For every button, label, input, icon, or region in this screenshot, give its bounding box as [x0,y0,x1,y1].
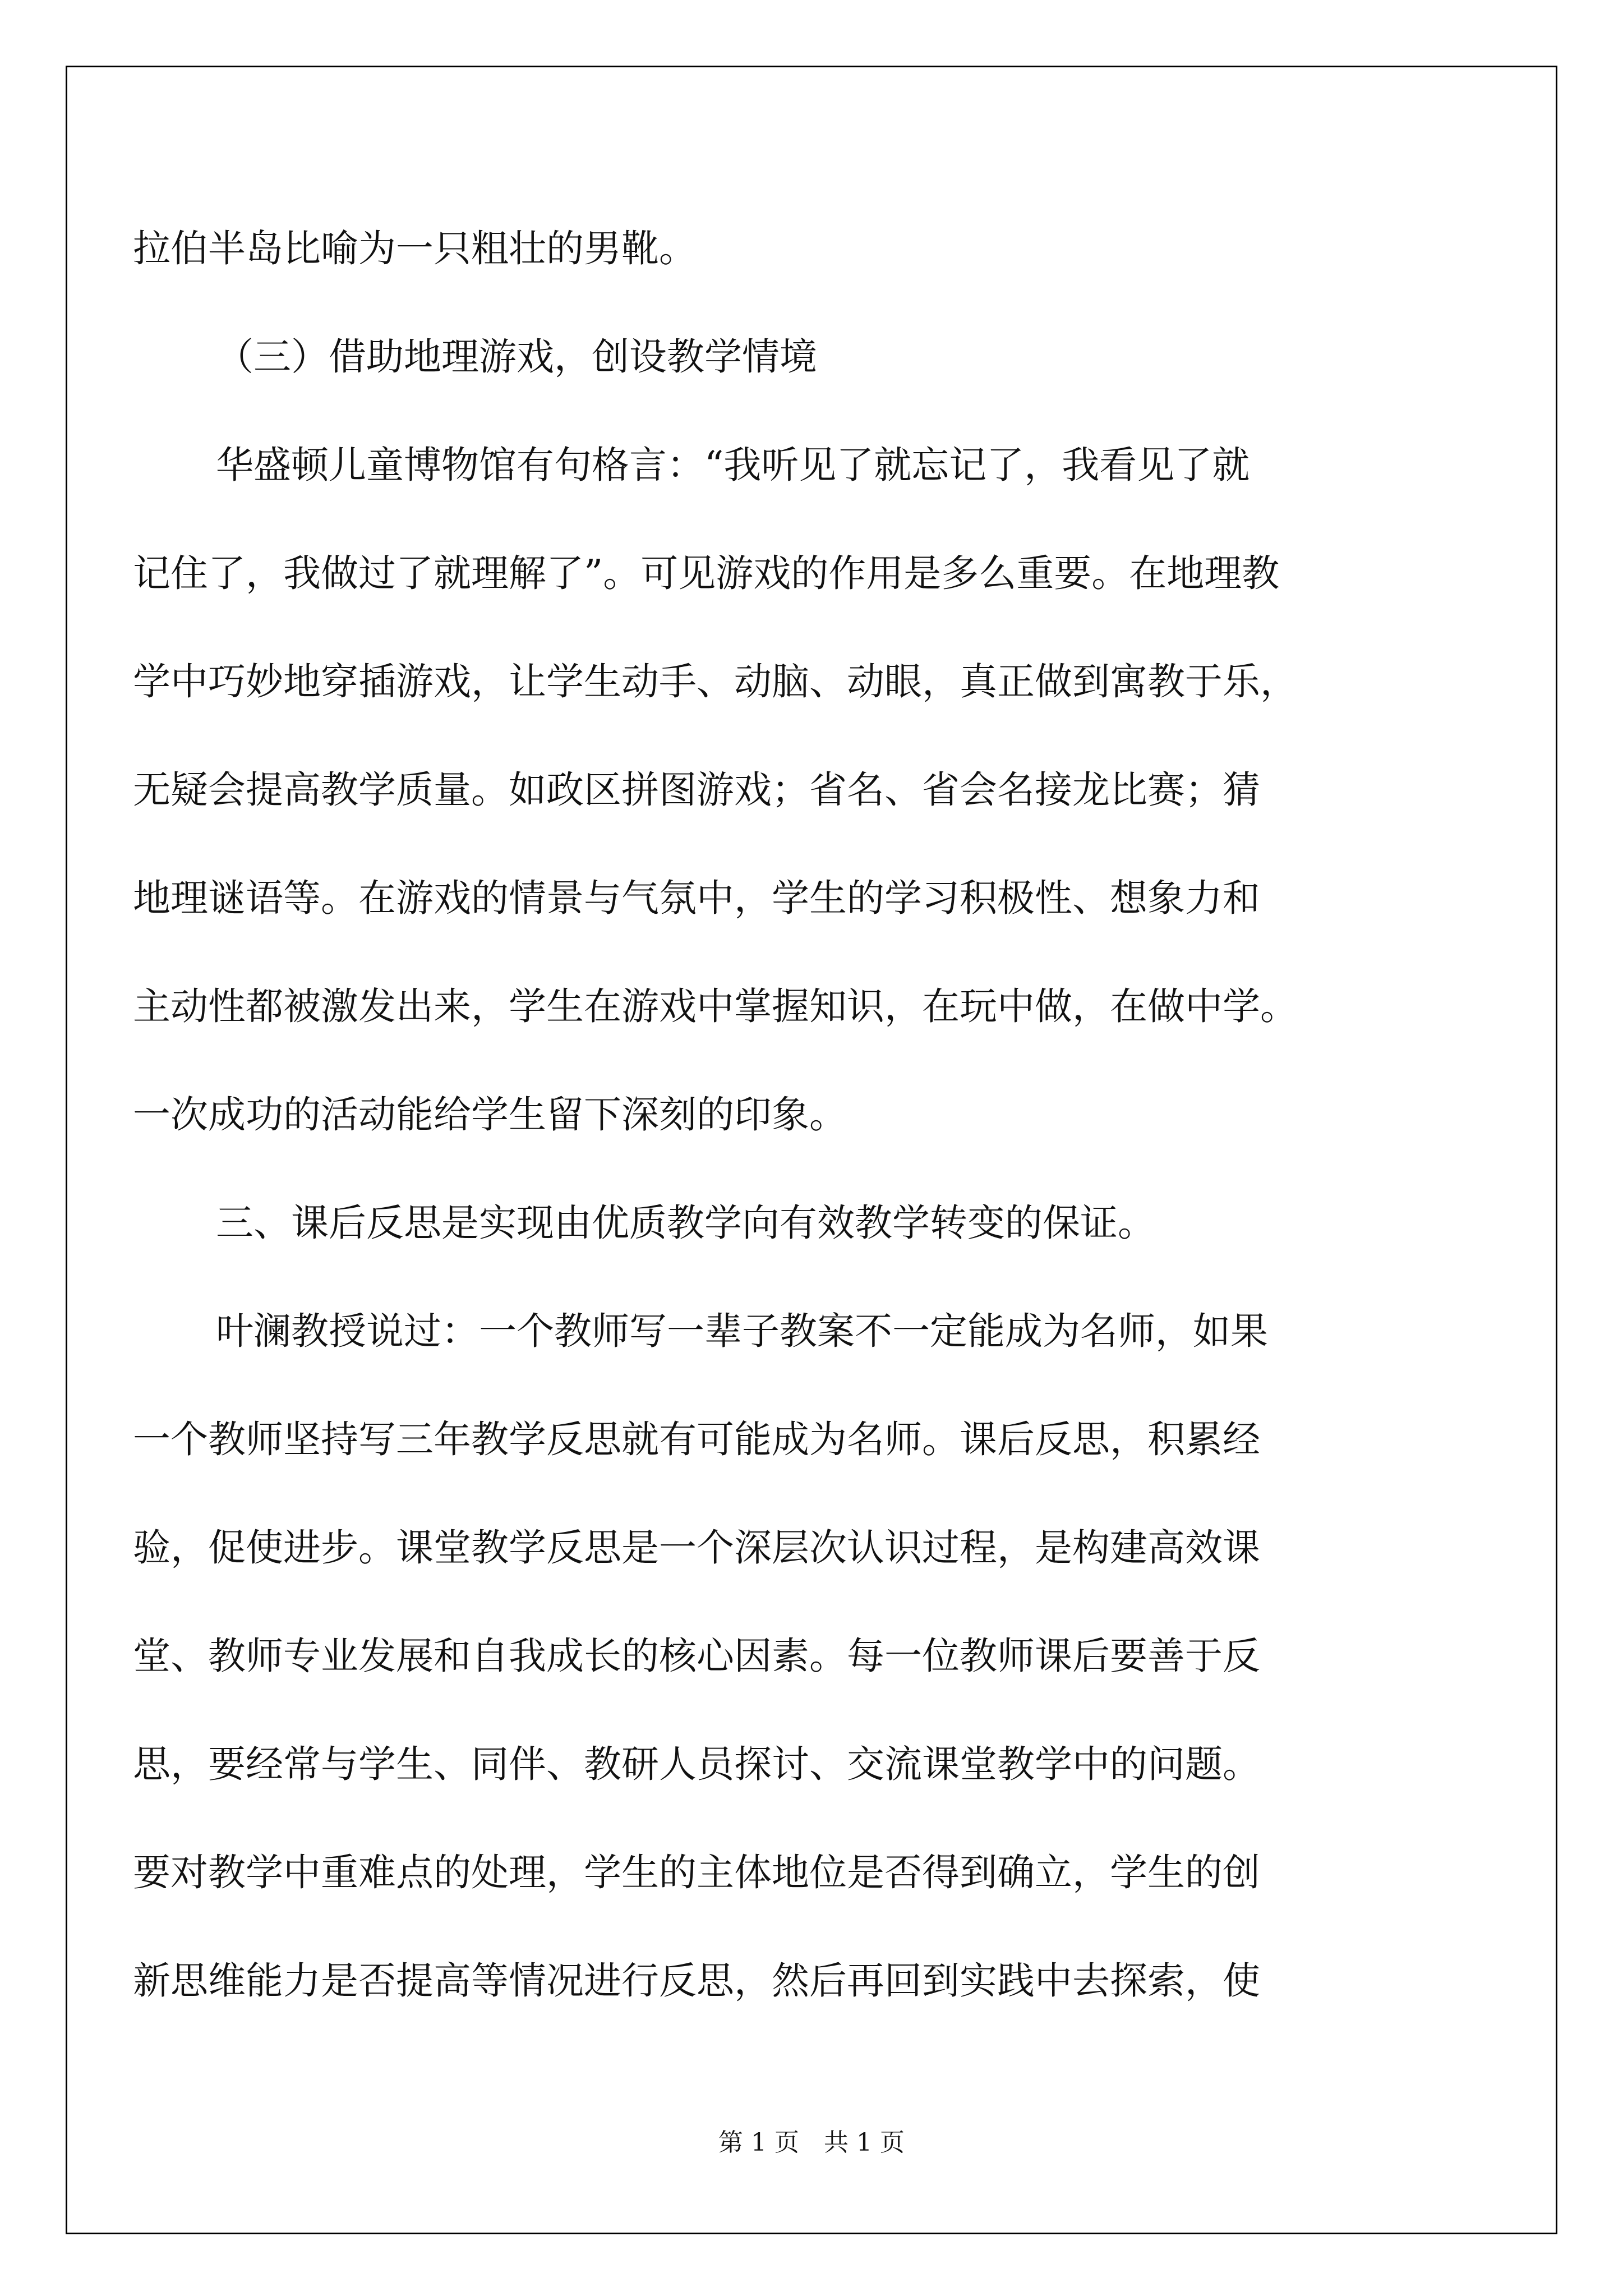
text-line: 记住了，我做过了就理解了”。可见游戏的作用是多么重要。在地理教 [133,551,1280,595]
page-border [66,66,1557,2234]
section-heading: 三、课后反思是实现由优质教学向有效教学转变的保证。 [216,1201,1155,1245]
text-line: 主动性都被激发出来，学生在游戏中掌握知识，在玩中做，在做中学。 [133,984,1298,1028]
text-line: 新思维能力是否提高等情况进行反思，然后再回到实践中去探索，使 [133,1959,1260,2003]
text-line: 拉伯半岛比喻为一只粗壮的男靴。 [133,227,697,270]
text-line: 验，促使进步。课堂教学反思是一个深层次认识过程，是构建高效课 [133,1526,1260,1570]
text-line: 堂、教师专业发展和自我成长的核心因素。每一位教师课后要善于反 [133,1634,1260,1678]
text-line: 学中巧妙地穿插游戏，让学生动手、动脑、动眼，真正做到寓教于乐， [133,660,1298,703]
text-line: 无疑会提高教学质量。如政区拼图游戏；省名、省会名接龙比赛；猜 [133,768,1260,812]
section-heading: （三）借助地理游戏，创设教学情境 [216,335,817,379]
page-number: 第 1 页 共 1 页 [718,2128,905,2157]
text-line: 要对教学中重难点的处理，学生的主体地位是否得到确立，学生的创 [133,1851,1260,1894]
text-line: 思，要经常与学生、同伴、教研人员探讨、交流课堂教学中的问题。 [133,1742,1260,1786]
text-line: 一次成功的活动能给学生留下深刻的印象。 [133,1093,847,1137]
text-line: 地理谜语等。在游戏的情景与气氛中，学生的学习积极性、想象力和 [133,876,1260,920]
text-line: 华盛顿儿童博物馆有句格言：“我听见了就忘记了，我看见了就 [216,443,1250,487]
text-line: 一个教师坚持写三年教学反思就有可能成为名师。课后反思，积累经 [133,1418,1260,1461]
text-line: 叶澜教授说过：一个教师写一辈子教案不一定能成为名师，如果 [216,1309,1268,1353]
